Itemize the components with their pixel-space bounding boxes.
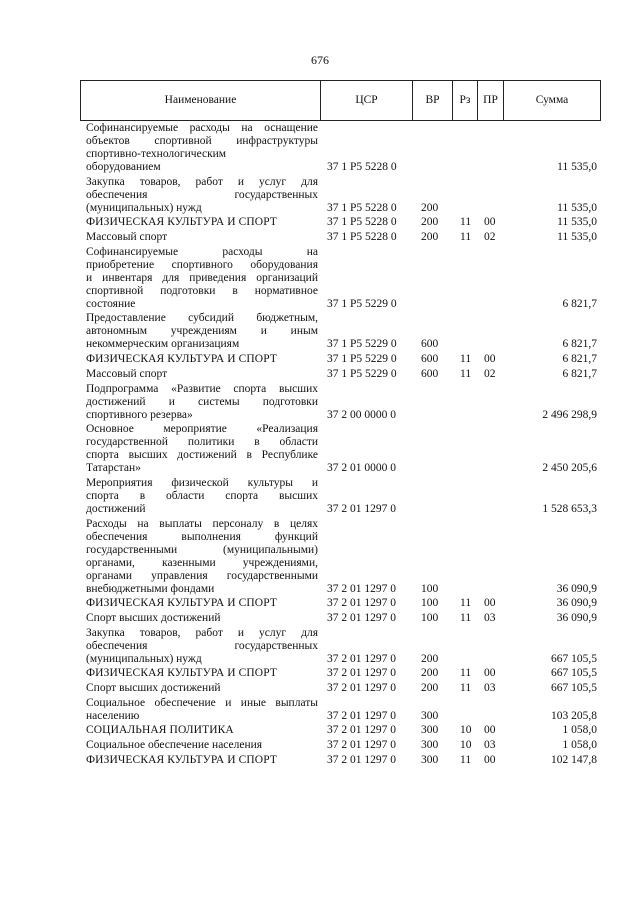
row-name-line: Массовый спорт — [86, 367, 168, 380]
row-csr: 37 2 01 1297 0 — [327, 502, 396, 515]
row-csr: 37 1 P5 5228 0 — [327, 231, 397, 244]
row-vr: 200 — [421, 216, 439, 229]
row-name-line: достижений и системы подготовки — [86, 395, 318, 408]
row-csr: 37 2 01 1297 0 — [327, 709, 396, 722]
row-csr: 37 2 01 1297 0 — [327, 667, 396, 680]
row-name — [86, 627, 318, 666]
row-name-line: оборудованием — [86, 161, 161, 173]
row-vr: 600 — [421, 367, 439, 380]
row-name-line: обеспечения государственных — [86, 188, 318, 201]
row-name-line: автономным учреждениям и иным — [86, 325, 318, 338]
row-rz: 10 — [460, 739, 472, 752]
header-sum: Сумма — [535, 94, 569, 106]
table-body — [0, 122, 640, 768]
row-csr: 37 1 P5 5229 0 — [327, 297, 397, 310]
header-rz: Рз — [453, 81, 478, 120]
table-row — [0, 667, 640, 680]
row-pr: 02 — [484, 231, 496, 244]
row-name-line: Спорт высших достижений — [86, 611, 221, 624]
row-pr: 00 — [484, 753, 496, 766]
table-row — [0, 724, 640, 737]
row-vr: 300 — [421, 739, 439, 752]
row-sum: 2 496 298,9 — [542, 408, 597, 421]
row-name — [86, 518, 318, 596]
row-name-line: Социальное обеспечение населения — [86, 739, 263, 752]
table-row — [0, 739, 640, 752]
row-sum: 667 105,5 — [551, 667, 597, 680]
row-name — [86, 176, 318, 215]
row-vr: 100 — [421, 597, 439, 610]
row-pr: 03 — [484, 682, 496, 694]
row-name-line: спорта высших достижений в Республике — [86, 449, 318, 462]
row-vr: 600 — [421, 338, 439, 351]
row-name-line: спортивно-технологическим — [86, 148, 227, 160]
row-name — [86, 231, 318, 244]
row-sum: 667 105,5 — [551, 682, 597, 694]
row-name-line: Закупка товаров, работ и услуг для — [86, 626, 318, 639]
row-name — [86, 754, 318, 767]
row-name-line: Основное мероприятие «Реализация — [86, 423, 318, 436]
row-name-line: Массовый спорт — [86, 231, 168, 244]
row-name-line: органами, казенными учреждениями, — [86, 556, 318, 569]
row-csr: 37 1 P5 5228 0 — [327, 201, 397, 214]
row-sum: 6 821,7 — [562, 338, 597, 351]
row-name — [86, 682, 318, 695]
table-row — [0, 368, 640, 381]
row-sum: 6 821,7 — [562, 297, 597, 310]
row-sum: 102 147,8 — [551, 753, 597, 766]
row-name-line: обеспечения выполнения функций — [86, 530, 318, 543]
table-row — [0, 423, 640, 475]
header-name: Наименование — [81, 81, 321, 120]
row-name — [86, 477, 318, 516]
row-name-line: ФИЗИЧЕСКАЯ КУЛЬТУРА И СПОРТ — [86, 353, 277, 366]
row-sum: 36 090,9 — [556, 582, 597, 595]
row-name — [86, 353, 318, 366]
row-name — [86, 383, 318, 422]
table-row — [0, 312, 640, 351]
row-csr: 37 1 P5 5228 0 — [327, 161, 397, 173]
row-name-line: ФИЗИЧЕСКАЯ КУЛЬТУРА И СПОРТ — [86, 216, 277, 229]
table-row — [0, 518, 640, 596]
table-row — [0, 597, 640, 610]
row-csr: 37 2 01 1297 0 — [327, 753, 396, 766]
row-csr: 37 2 01 1297 0 — [327, 652, 396, 665]
row-rz: 11 — [460, 353, 472, 366]
row-name-line: некоммерческим организациям — [86, 338, 240, 351]
row-name — [86, 368, 318, 381]
row-name — [86, 724, 318, 737]
table-row — [0, 122, 640, 174]
row-rz: 11 — [460, 367, 472, 380]
table-row — [0, 383, 640, 422]
row-name-line: государственными (муниципальными) — [86, 543, 318, 556]
row-name-line: населению — [86, 709, 140, 722]
row-name-line: органами управления государственными — [86, 569, 318, 582]
row-name-line: Расходы на выплаты персоналу в целях — [86, 517, 318, 530]
row-vr: 100 — [421, 582, 439, 595]
row-vr: 300 — [421, 724, 439, 737]
row-name — [86, 216, 318, 229]
row-sum: 11 535,0 — [557, 161, 597, 173]
row-name-line: государственной политики в области — [86, 436, 318, 449]
row-csr: 37 1 P5 5229 0 — [327, 367, 397, 380]
row-name — [86, 612, 318, 625]
row-sum: 667 105,5 — [551, 652, 597, 665]
row-pr: 00 — [484, 597, 496, 610]
row-csr: 37 1 P5 5229 0 — [327, 338, 397, 351]
row-vr: 300 — [421, 753, 439, 766]
table-row — [0, 231, 640, 244]
table-row — [0, 627, 640, 666]
row-rz: 11 — [460, 611, 472, 624]
page-number: 676 — [311, 53, 329, 67]
row-name-line: ФИЗИЧЕСКАЯ КУЛЬТУРА И СПОРТ — [86, 753, 277, 766]
row-name-line: ФИЗИЧЕСКАЯ КУЛЬТУРА И СПОРТ — [86, 667, 277, 680]
table-row — [0, 612, 640, 625]
row-name-line: Софинансируемые расходы на оснащение — [86, 122, 318, 134]
row-sum: 1 058,0 — [562, 724, 597, 737]
table-header — [80, 80, 601, 121]
row-name-line: состояние — [86, 297, 136, 310]
row-csr: 37 2 01 0000 0 — [327, 462, 396, 475]
row-name-line: Мероприятия физической культуры и — [86, 476, 318, 489]
row-csr: 37 2 01 1297 0 — [327, 739, 396, 752]
row-pr: 00 — [484, 216, 496, 229]
row-name-line: объектов спортивной инфраструктуры — [86, 135, 318, 147]
table-row — [0, 697, 640, 723]
row-name-line: Предоставление субсидий бюджетным, — [86, 312, 318, 325]
row-sum: 6 821,7 — [562, 353, 597, 366]
row-pr: 03 — [484, 611, 496, 624]
row-pr: 02 — [484, 367, 496, 380]
row-name-line: Софинансируемые расходы на — [86, 245, 318, 258]
row-name-line: (муниципальных) нужд — [86, 201, 202, 214]
row-vr: 200 — [421, 682, 439, 694]
row-sum: 1 058,0 — [562, 739, 597, 752]
row-name-line: ФИЗИЧЕСКАЯ КУЛЬТУРА И СПОРТ — [86, 597, 277, 610]
row-rz: 10 — [460, 724, 472, 737]
row-vr: 200 — [421, 201, 439, 214]
row-sum: 2 450 205,6 — [542, 462, 597, 475]
row-name-line: внебюджетными фондами — [86, 582, 215, 595]
table-row — [0, 216, 640, 229]
row-name — [86, 246, 318, 311]
header-vr: ВР — [413, 81, 453, 120]
row-sum: 11 535,0 — [557, 231, 597, 244]
header-csr: ЦСР — [321, 81, 413, 120]
table-row — [0, 754, 640, 767]
row-name-line: спортивной подготовки в нормативное — [86, 284, 318, 297]
row-name — [86, 312, 318, 351]
row-rz: 11 — [460, 753, 472, 766]
row-sum: 36 090,9 — [556, 611, 597, 624]
row-vr: 100 — [421, 611, 439, 624]
row-pr: 00 — [484, 353, 496, 366]
row-name-line: (муниципальных) нужд — [86, 652, 202, 665]
row-name-line: и инвентаря для приведения организаций — [86, 271, 318, 284]
row-sum: 11 535,0 — [557, 201, 597, 214]
row-name — [86, 597, 318, 610]
row-sum: 6 821,7 — [562, 367, 597, 380]
row-name — [86, 667, 318, 680]
row-name-line: Подпрограмма «Развитие спорта высших — [86, 382, 318, 395]
row-pr: 00 — [484, 667, 496, 680]
row-sum: 1 528 653,3 — [542, 502, 597, 515]
row-rz: 11 — [460, 231, 472, 244]
row-name-line: Спорт высших достижений — [86, 682, 221, 694]
table-row — [0, 682, 640, 695]
row-pr: 03 — [484, 739, 496, 752]
row-name-line: спорта в области спорта высших — [86, 489, 318, 502]
row-name-line: достижений — [86, 502, 146, 515]
table-row — [0, 477, 640, 516]
row-csr: 37 2 01 1297 0 — [327, 597, 396, 610]
row-csr: 37 2 01 1297 0 — [327, 682, 396, 694]
row-vr: 300 — [421, 709, 439, 722]
table-row — [0, 353, 640, 366]
row-csr: 37 1 P5 5229 0 — [327, 353, 397, 366]
table-row — [0, 246, 640, 311]
row-csr: 37 1 P5 5228 0 — [327, 216, 397, 229]
row-name-line: Татарстан» — [86, 462, 141, 475]
row-sum: 11 535,0 — [557, 216, 597, 229]
row-sum: 36 090,9 — [556, 597, 597, 610]
row-rz: 11 — [460, 682, 472, 694]
row-name — [86, 122, 318, 174]
row-name-line: Социальное обеспечение и иные выплаты — [86, 696, 318, 709]
row-name-line: СОЦИАЛЬНАЯ ПОЛИТИКА — [86, 724, 234, 737]
row-name — [86, 423, 318, 475]
row-csr: 37 2 00 0000 0 — [327, 408, 396, 421]
row-name-line: спортивного резерва» — [86, 408, 193, 421]
row-name-line: приобретение спортивного оборудования — [86, 258, 318, 271]
row-csr: 37 2 01 1297 0 — [327, 611, 396, 624]
table-row — [0, 176, 640, 215]
row-name — [86, 697, 318, 723]
row-pr: 00 — [484, 724, 496, 737]
row-csr: 37 2 01 1297 0 — [327, 582, 396, 595]
row-vr: 200 — [421, 667, 439, 680]
row-rz: 11 — [460, 216, 472, 229]
row-csr: 37 2 01 1297 0 — [327, 724, 396, 737]
row-name — [86, 739, 318, 752]
row-name-line: Закупка товаров, работ и услуг для — [86, 175, 318, 188]
row-sum: 103 205,8 — [551, 709, 597, 722]
row-vr: 600 — [421, 353, 439, 366]
row-vr: 200 — [421, 652, 439, 665]
row-rz: 11 — [460, 667, 472, 680]
row-vr: 200 — [421, 231, 439, 244]
row-rz: 11 — [460, 597, 472, 610]
header-pr: ПР — [478, 81, 504, 120]
row-name-line: обеспечения государственных — [86, 639, 318, 652]
